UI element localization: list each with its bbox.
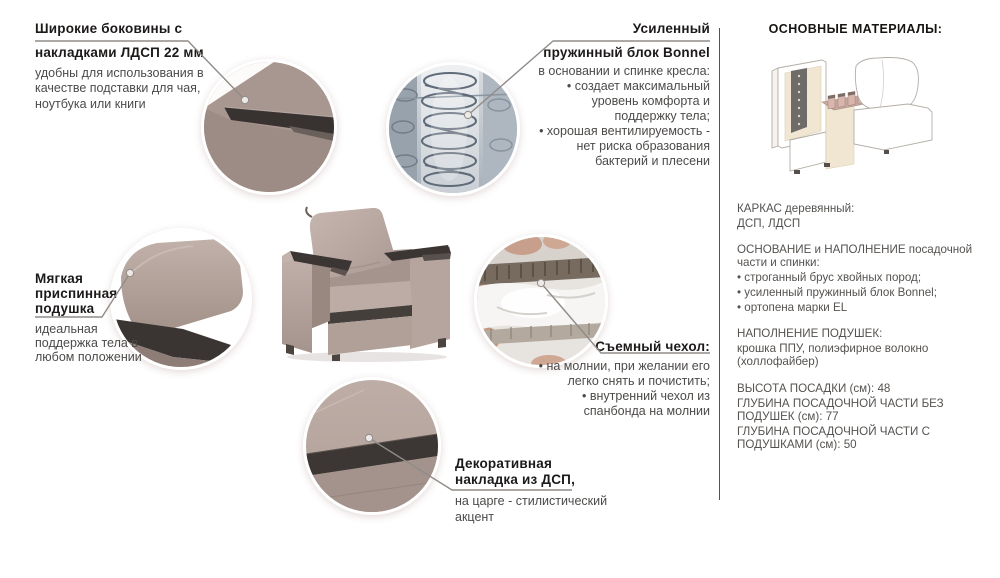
left-armrest-shape bbox=[282, 256, 312, 353]
callout-removable-cover bbox=[532, 338, 710, 419]
armrest-photo-art bbox=[204, 62, 334, 192]
springs-photo-art bbox=[389, 65, 517, 193]
callout-bonnel-title bbox=[532, 20, 710, 62]
callout-soft-pillow bbox=[35, 271, 153, 365]
cushion-fill-value: крошка ППУ, полиэфирное волокно (холлофайбер) bbox=[737, 342, 929, 369]
title-line: пружинный блок Bonnel bbox=[543, 45, 710, 61]
callout-decorative-pad-title: Декоративная накладка из ДСП, bbox=[455, 456, 576, 488]
right-armrest-shape bbox=[410, 247, 450, 349]
frame-value: ДСП, ЛДСП bbox=[737, 216, 801, 230]
materials-panel-text bbox=[737, 202, 989, 464]
title-line: накладками ЛДСП 22 мм bbox=[35, 45, 204, 61]
base-item: • ортопена марки EL bbox=[737, 300, 848, 314]
dimension-item: ГЛУБИНА ПОСАДОЧНОЙ ЧАСТИ С ПОДУШКАМИ (см): 50 bbox=[737, 424, 930, 452]
callout-decorative-pad-body: на царге - стилистический акцент bbox=[455, 494, 608, 524]
chair-cutaway-diagram bbox=[766, 52, 946, 174]
strip-photo-art bbox=[306, 380, 438, 512]
base-section bbox=[737, 243, 989, 314]
chair-shadow bbox=[287, 352, 447, 362]
callout-bonnel bbox=[532, 20, 710, 169]
callout-soft-pillow-body: идеальная поддержка тела в любом положении bbox=[35, 322, 142, 364]
bonnel-springs-photo bbox=[386, 62, 520, 196]
callout-bonnel-intro: в основании и спинке кресла: bbox=[538, 63, 710, 78]
title-line: Широкие боковины с bbox=[35, 21, 183, 36]
callout-wide-sides-title bbox=[35, 20, 217, 62]
cushion-fill-label: НАПОЛНЕНИЕ ПОДУШЕК: bbox=[737, 327, 883, 341]
dimensions-section bbox=[737, 382, 989, 452]
base-item: • строганный брус хвойных пород; bbox=[737, 271, 922, 285]
decorative-dsp-strip-photo bbox=[303, 377, 441, 515]
callout-removable-cover-title: Съемный чехол: bbox=[595, 339, 710, 354]
callout-soft-pillow-title: Мягкая приспинная подушка bbox=[35, 271, 118, 317]
callout-decorative-pad bbox=[455, 456, 608, 526]
pillow-sketch-shape bbox=[855, 58, 918, 111]
callout-removable-cover-bullets bbox=[532, 359, 710, 419]
bullet-item: • хорошая вентилируемость - нет риска образования бактерий и плесени bbox=[539, 123, 710, 168]
callout-wide-sides-body: удобны для использования в качестве подставки для чая, ноутбука или книги bbox=[35, 65, 204, 111]
callout-wide-sides bbox=[35, 20, 217, 112]
bullet-item: • создает максимальный уровень комфорта и поддержку тела; bbox=[566, 78, 710, 123]
panel-divider bbox=[719, 28, 720, 500]
dimension-item: ВЫСОТА ПОСАДКИ (см): 48 bbox=[737, 381, 891, 395]
armchair-photo bbox=[272, 203, 457, 363]
base-item: • усиленный пружинный блок Bonnel; bbox=[737, 286, 937, 300]
base-label: ОСНОВАНИЕ и НАПОЛНЕНИЕ посадочной части и спинки: bbox=[737, 243, 973, 270]
dimension-item: ГЛУБИНА ПОСАДОЧНОЙ ЧАСТИ БЕЗ ПОДУШЕК (см): 77 bbox=[737, 396, 944, 423]
armrest-ldsp-pad-photo bbox=[201, 59, 337, 195]
callout-bonnel-bullets bbox=[532, 79, 710, 169]
title-line: Усиленный bbox=[632, 21, 710, 36]
frame-label: КАРКАС деревянный: bbox=[737, 202, 855, 215]
cushion-fill-section bbox=[737, 327, 989, 368]
bullet-item: • внутренний чехол из спанбонда на молнии bbox=[582, 389, 710, 419]
frame-section bbox=[737, 202, 989, 230]
bullet-item: • на молнии, при желании его легко снять и почистить; bbox=[538, 359, 710, 389]
materials-panel-title: ОСНОВНЫЕ МАТЕРИАЛЫ: bbox=[768, 22, 943, 36]
